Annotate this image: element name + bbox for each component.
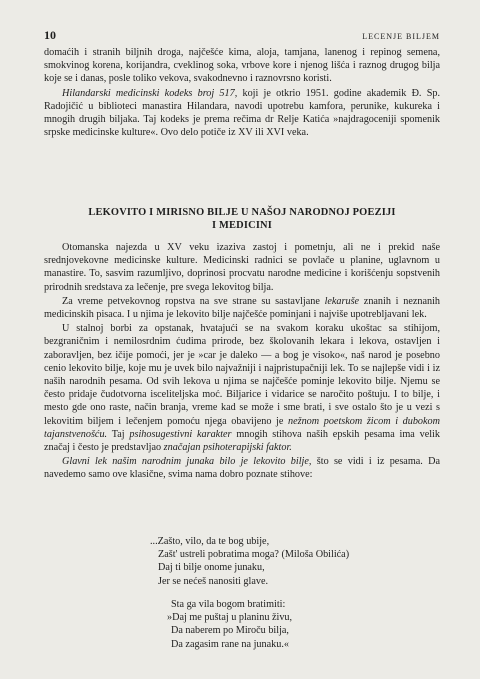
intro-paragraph-2-rest: koji je otkrio 1951. godine akademik Đ. Sp. Radojičić u biblioteci manastira Hilandara, navodi upotrebu kamfora, perunike, kukureka i mnogih drugih biljaka. Taj kodeks je prema rečima dr Relje Katića »najdragoceniji spomenik srpske medicinske kulture«. Ovo delo potiče iz XV ili XVI veka. bbox=[44, 87, 441, 139]
poem-line: Jer se nećeš nanositi glave. bbox=[158, 575, 269, 587]
poem-stanza-1 bbox=[150, 535, 450, 588]
page-header bbox=[44, 28, 440, 43]
poem-line: Daj ti bilje onome junaku, bbox=[158, 562, 265, 574]
intro-text bbox=[44, 46, 440, 139]
poem-line: Sta ga vila bogom bratimiti: bbox=[171, 599, 286, 610]
p3-text-a: U stalnoj borbi za opstanak, hvatajući se na svakom koraku ukoštac sa stihijom, bezgraničnim i nemilosrdnim ćudima prirode, bez školovanih lekara i lekova, ostavljen i zaboravljen, bez ičije pomoći, jer je »car je daleko — a bog je visoko«, naš narod je posebno cenio lekovito bilje, koje mu je uvek bilo najvažniji i najpristupačniji lek. To se najlepše vidi i iz naših narodnih pesama. Od svih lekova u njima se najčešće pominje lekovito bilje. Njemu se često pridaje čudotvorna isceliteljska moć. Biljarice i vidarice se naročito poštuju. I to bilje, i mesto gde ono raste, način branja, vreme kad se može i sme brati, i sve ostalo što je u vezi s lekovitim biljem i lečenjem pomoću njega obavijeno je bbox=[44, 323, 440, 427]
poem-line: Zašt' ustreli pobratima moga? (Miloša Obilića) bbox=[158, 549, 350, 561]
p3-text-c: mnogih stihova naših epskih pesama ima velik značaj i često je predstavljao bbox=[44, 428, 440, 454]
intro-paragraph-1: domaćih i stranih biljnih droga, najčešće kima, aloja, tamjana, lanenog i repinog semena, smokvinog korena, korijandra, cveklinog soka, vrbove kore i njenog lišća i raznog drugog bilja koje se i danas, posle toliko vekova, svakodnevno i raznovrsno koristi. bbox=[44, 47, 440, 85]
section-body bbox=[44, 241, 440, 483]
body-paragraph-4 bbox=[44, 455, 440, 481]
codex-title: Hilandarski medicinski kodeks broj 517, bbox=[62, 87, 238, 99]
p4-italic: Glavni lek našim narodnim junaka bilo je lekovito bilje, bbox=[62, 456, 312, 468]
poem-stanza-2 bbox=[167, 598, 471, 651]
running-title: LECENJE BILJEM bbox=[362, 32, 440, 41]
page-number: 10 bbox=[44, 28, 56, 42]
poem-line: Da zagasim rane na junaku.« bbox=[171, 638, 289, 650]
section-title-line-1: LEKOVITO I MIRISNO BILJE U NAŠOJ NARODNOJ POEZIJI bbox=[88, 207, 396, 218]
p3-text-b: Taj bbox=[107, 428, 130, 440]
p3-italic-1: nežnom poetskom žicom i dubokom tajanstvenošću. bbox=[44, 415, 440, 440]
intro-paragraph-2 bbox=[44, 87, 440, 140]
p3-italic-3: značajan psihoterapijski faktor. bbox=[163, 442, 292, 454]
section-title bbox=[44, 206, 440, 232]
p3-italic-2: psihosugestivni karakter bbox=[129, 428, 232, 440]
body-paragraph-1: Otomanska najezda u XV veku izaziva zastoj i pometnju, ali ne i prekid naše srednjovekovne medicinske kulture. Medicinski radnici se povlače u planine, uglavnom u manastire. To, sasvim razumljivo, doprinosi procvatu narodne medicine i korišćenju sopstvenih prirodnih sredstava za lečenje, pre svega lekovitog bilja. bbox=[44, 242, 440, 293]
body-paragraph-2 bbox=[44, 295, 440, 321]
p2-italic: lekaruše bbox=[324, 295, 360, 307]
poem-line: »Daj me puštaj u planinu živu, bbox=[167, 612, 293, 624]
body-paragraph-3 bbox=[44, 322, 440, 454]
poem-line: Da naberem po Miroču bilja, bbox=[171, 625, 289, 637]
p4-text: što se vidi i iz pesama. Da navedemo samo ove klasične, svima nama dobro poznate stihove: bbox=[44, 456, 440, 481]
poem-line: ...Zašto, vilo, da te bog ubije, bbox=[150, 536, 270, 547]
p2-text-a: Za vreme petvekovnog ropstva na sve strane su sastavljane bbox=[62, 295, 325, 307]
section-title-line-2: I MEDICINI bbox=[211, 220, 273, 231]
p2-text-b: znanih i neznanih medicinskih pisaca. I u njima je lekovito bilje najčešće pominjani i najviše upotrebljavani lek. bbox=[44, 295, 440, 321]
